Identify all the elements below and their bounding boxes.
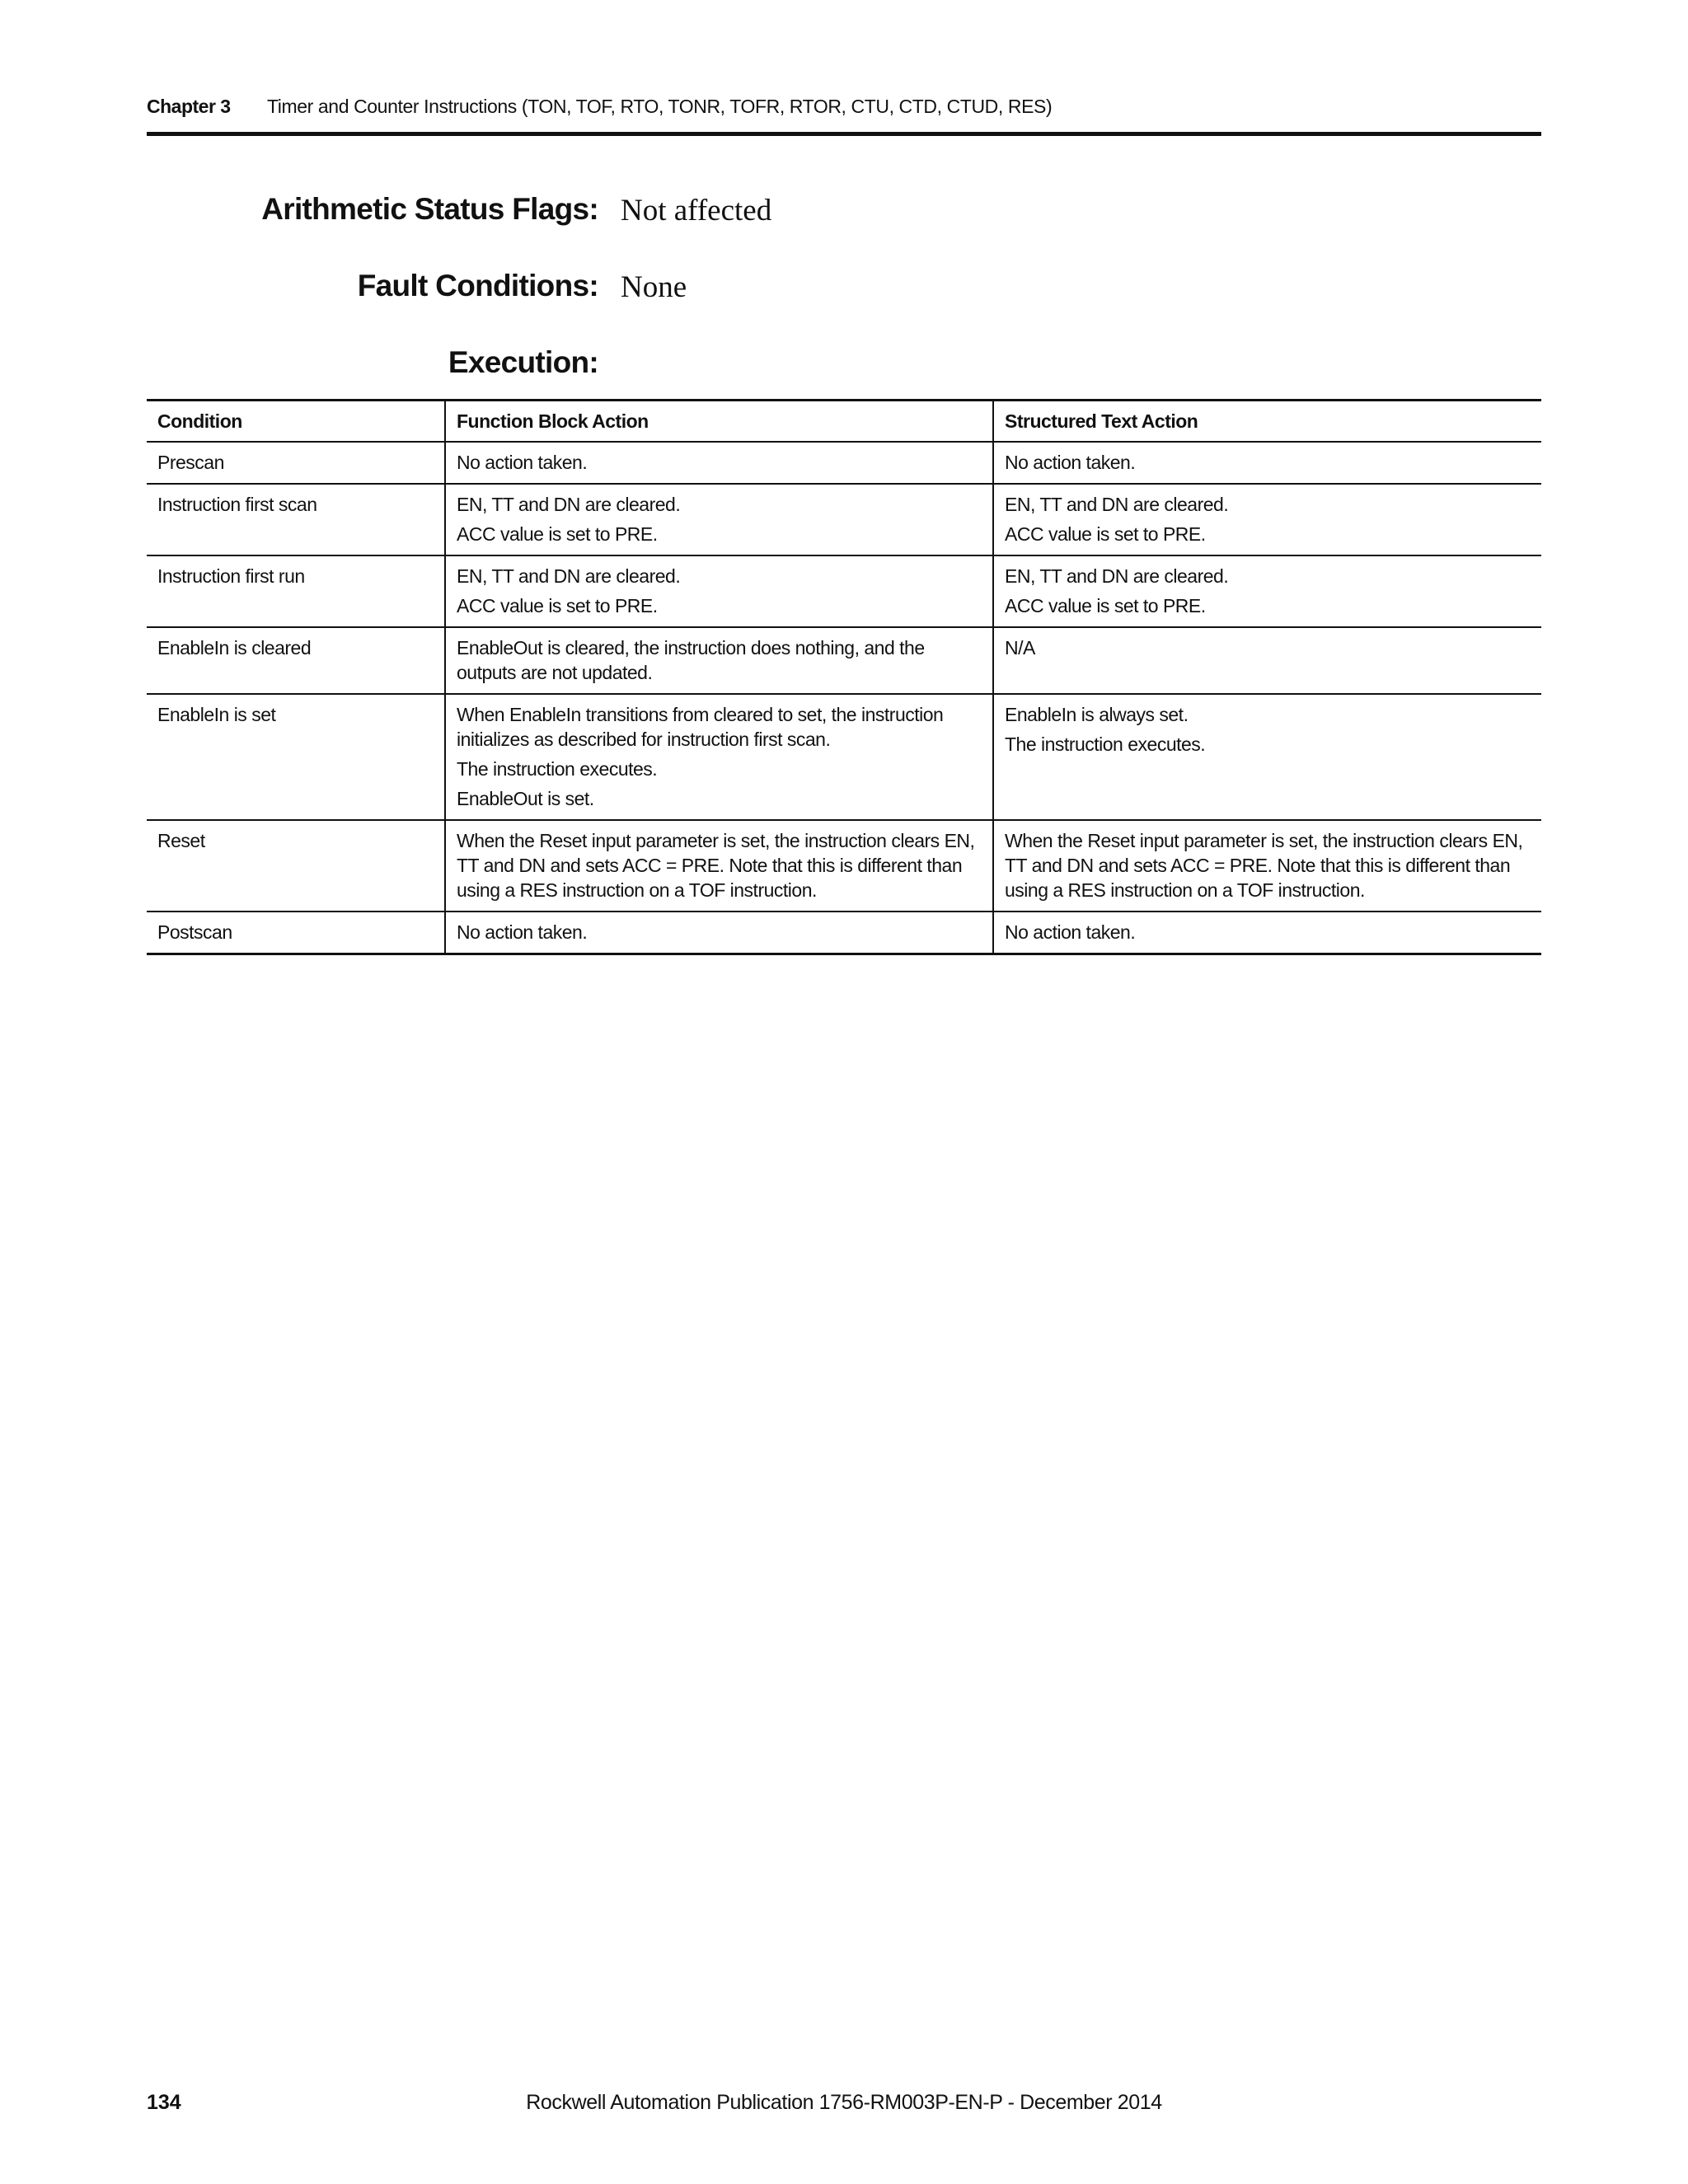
chapter-label: Chapter 3 [147, 96, 231, 117]
execution-label: Execution: [448, 345, 598, 379]
cell-line: ACC value is set to PRE. [1005, 523, 1206, 545]
condition-cell: Prescan [147, 442, 445, 484]
cell-line: When EnableIn transitions from cleared to set, the instruction initializes as described for instruction first scan. [457, 704, 944, 750]
table-row [147, 442, 1541, 484]
execution-table [147, 399, 1541, 955]
column-header-structured-text: Structured Text Action [993, 401, 1541, 443]
function-block-cell [445, 627, 993, 694]
function-block-cell [445, 484, 993, 555]
cell-line: EN, TT and DN are cleared. [457, 494, 681, 515]
condition-cell: EnableIn is cleared [147, 627, 445, 694]
header-rule [147, 132, 1541, 136]
table-row [147, 912, 1541, 954]
structured-text-cell [993, 555, 1541, 627]
condition-cell: EnableIn is set [147, 694, 445, 820]
table-row [147, 694, 1541, 820]
structured-text-cell [993, 912, 1541, 954]
cell-line: The instruction executes. [457, 758, 658, 780]
cell-line: No action taken. [457, 921, 588, 943]
table-row [147, 627, 1541, 694]
cell-line: EN, TT and DN are cleared. [1005, 565, 1229, 587]
cell-line: ACC value is set to PRE. [1005, 595, 1206, 616]
fault-conditions-label: Fault Conditions: [357, 269, 598, 302]
column-header-function-block: Function Block Action [445, 401, 993, 443]
cell-line: The instruction executes. [1005, 733, 1206, 755]
arithmetic-flags-value: Not affected [621, 194, 772, 227]
function-block-cell [445, 820, 993, 912]
cell-line: When the Reset input parameter is set, the instruction clears EN, TT and DN and sets ACC = PRE. Note that this is different than using a RES instruction on a TOF instruction. [457, 830, 975, 901]
function-block-cell [445, 555, 993, 627]
column-header-condition: Condition [147, 401, 445, 443]
function-block-cell [445, 912, 993, 954]
cell-line: No action taken. [1005, 452, 1136, 473]
table-row [147, 555, 1541, 627]
structured-text-cell [993, 442, 1541, 484]
cell-line: When the Reset input parameter is set, the instruction clears EN, TT and DN and sets ACC = PRE. Note that this is different than using a RES instruction on a TOF instruction. [1005, 830, 1523, 901]
structured-text-cell [993, 694, 1541, 820]
structured-text-cell [993, 820, 1541, 912]
publication-footer: Rockwell Automation Publication 1756-RM003P-EN-P - December 2014 [526, 2091, 1162, 2114]
cell-line: ACC value is set to PRE. [457, 595, 658, 616]
cell-line: EN, TT and DN are cleared. [1005, 494, 1229, 515]
cell-line: ACC value is set to PRE. [457, 523, 658, 545]
chapter-title: Timer and Counter Instructions (TON, TOF, RTO, TONR, TOFR, RTOR, CTU, CTD, CTUD, RES) [267, 96, 1053, 117]
function-block-cell [445, 694, 993, 820]
cell-line: EnableIn is always set. [1005, 704, 1189, 725]
condition-cell: Reset [147, 820, 445, 912]
cell-line: No action taken. [1005, 921, 1136, 943]
cell-line: EnableOut is cleared, the instruction does nothing, and the outputs are not updated. [457, 637, 925, 683]
structured-text-cell [993, 627, 1541, 694]
table-row [147, 820, 1541, 912]
page-number: 134 [147, 2091, 181, 2114]
cell-line: N/A [1005, 637, 1035, 658]
table-header-row [147, 401, 1541, 443]
cell-line: EnableOut is set. [457, 788, 594, 809]
arithmetic-flags-label: Arithmetic Status Flags: [261, 192, 598, 226]
cell-line: No action taken. [457, 452, 588, 473]
structured-text-cell [993, 484, 1541, 555]
running-header [147, 94, 1541, 119]
table-body [147, 442, 1541, 954]
table-row [147, 484, 1541, 555]
fault-conditions-value: None [621, 270, 687, 304]
condition-cell: Instruction first run [147, 555, 445, 627]
cell-line: EN, TT and DN are cleared. [457, 565, 681, 587]
condition-cell: Instruction first scan [147, 484, 445, 555]
function-block-cell [445, 442, 993, 484]
condition-cell: Postscan [147, 912, 445, 954]
